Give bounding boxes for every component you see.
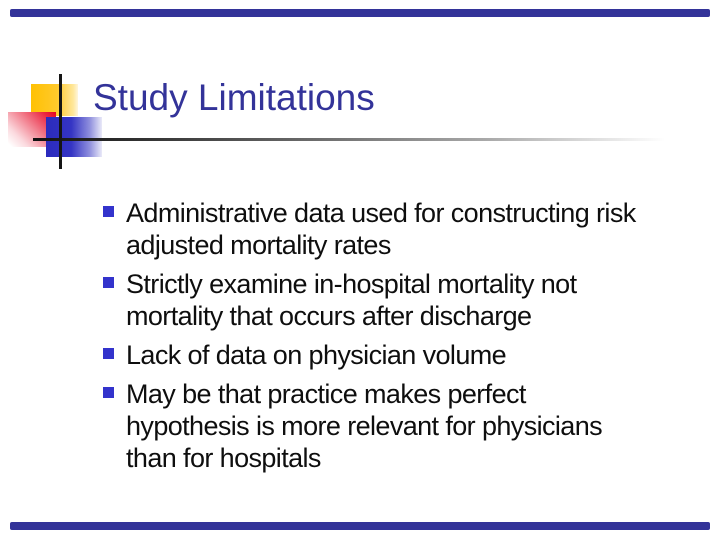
blue-square-decoration <box>46 117 102 157</box>
bullet-line: adjusted mortality rates <box>126 230 391 260</box>
list-item <box>103 339 703 371</box>
bullet-square-icon <box>103 348 114 359</box>
bullet-text <box>126 197 636 261</box>
bullet-line: Strictly examine in-hospital mortality not <box>126 269 577 299</box>
bullet-square-icon <box>103 277 114 288</box>
bullet-line: hypothesis is more relevant for physicians <box>126 411 603 441</box>
bullet-text <box>126 339 506 371</box>
bottom-pinstripe-bar <box>10 522 710 530</box>
bullet-list <box>103 197 703 481</box>
bullet-line: mortality that occurs after discharge <box>126 301 532 331</box>
bullet-square-icon <box>103 387 114 398</box>
list-item <box>103 378 703 474</box>
slide-title: Study Limitations <box>93 77 375 118</box>
bullet-text <box>126 268 576 332</box>
top-pinstripe-bar <box>10 9 710 17</box>
list-item <box>103 268 703 332</box>
vertical-line-decoration <box>59 74 62 169</box>
bullet-text <box>126 378 602 474</box>
bullet-square-icon <box>103 206 114 217</box>
bullet-line: than for hospitals <box>126 443 321 473</box>
list-item <box>103 197 703 261</box>
bullet-line: Lack of data on physician volume <box>126 340 507 370</box>
bullet-line: Administrative data used for constructing risk <box>126 198 636 228</box>
bullet-line: May be that practice makes perfect <box>126 379 526 409</box>
title-underline-rule <box>33 138 678 141</box>
